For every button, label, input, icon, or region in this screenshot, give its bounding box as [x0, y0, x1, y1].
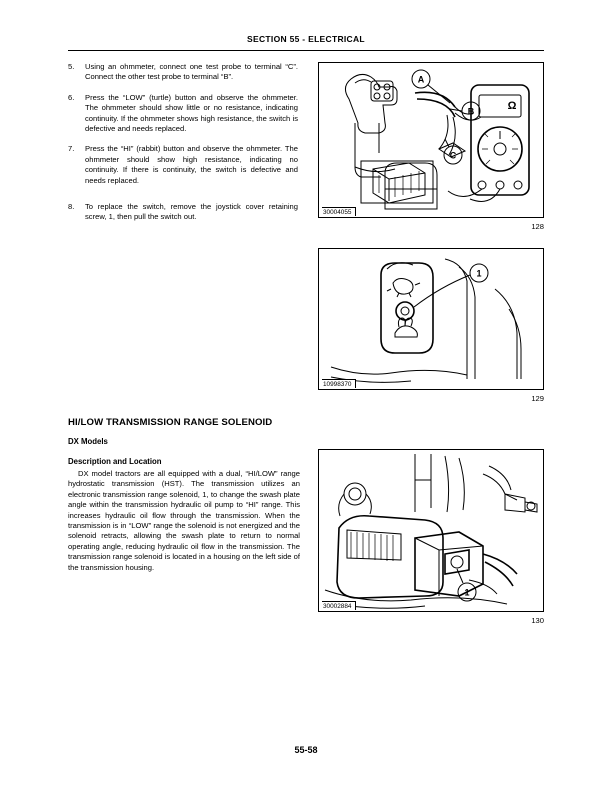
section-title: HI/LOW TRANSMISSION RANGE SOLENOID — [68, 417, 273, 428]
figure-129-code: 10998370 — [322, 379, 356, 388]
list-item — [68, 202, 298, 223]
page-header — [68, 34, 544, 44]
figure-128-number: 128 — [531, 222, 544, 231]
figure-130-illustration — [319, 450, 543, 611]
list-item — [68, 62, 298, 83]
figure-129-number: 129 — [531, 394, 544, 403]
callout-label-c: C — [449, 150, 457, 161]
figure-130-code: 30002884 — [322, 601, 356, 610]
svg-text:Ω: Ω — [507, 100, 517, 112]
step-number: 7. — [68, 144, 75, 154]
figure-129-illustration — [319, 249, 543, 389]
list-item — [68, 93, 298, 135]
callout-label-a: A — [417, 74, 425, 85]
figure-130 — [318, 449, 544, 612]
step-number: 8. — [68, 202, 75, 212]
description-text: DX model tractors are all equipped with a dual, “HI/LOW” range hydrostatic transmission (HST). The transmission utilizes an electronic transmission range solenoid, 1, to change the swash plate angle within the transmission hydraulic oil pump to “HI” range. This increases hydraulic oil flow through the transmission. When the transmission is in “LOW” range the solenoid is not energized and the solenoid retracts, allowing the swash plate to return to normal operating angle, reducing hydraulic oil flow in the transmission. The transmission range solenoid is located in a housing on the left side of the transmission housing. — [68, 469, 300, 572]
callout-label-b: B — [467, 106, 475, 117]
header-title: SECTION 55 - ELECTRICAL — [247, 34, 365, 44]
description-heading: Description and Location — [68, 457, 162, 466]
step-number: 5. — [68, 62, 75, 71]
figure-128-illustration — [319, 63, 543, 217]
callout-label-1: 1 — [464, 587, 470, 598]
list-item — [68, 144, 298, 186]
steps-list — [68, 62, 298, 233]
callout-label-1: 1 — [476, 268, 482, 279]
figure-129 — [318, 248, 544, 390]
figure-130-number: 130 — [531, 616, 544, 625]
step-text: Press the “LOW” (turtle) button and observe the ohmmeter. The ohmmeter should show little or no resistance, indicating continuity. If the ohmmeter shows high resistance, the switch is defective and needs replaced. — [85, 92, 298, 134]
figure-128 — [318, 62, 544, 218]
figure-128-code: 30004055 — [322, 207, 356, 216]
step-number: 6. — [68, 92, 75, 102]
page-footer: 55-58 — [294, 745, 318, 755]
header-rule — [68, 50, 544, 51]
section-subhead: DX Models — [68, 437, 108, 446]
step-text: Press the “HI” (rabbit) button and observe the ohmmeter. The ohmmeter should show high resistance, indicating no continuity. If there is continuity, the switch is defective and needs replaced. — [85, 144, 298, 185]
step-text: Using an ohmmeter, connect one test probe to terminal “C”. Connect the other test probe to terminal “B”. — [85, 62, 298, 82]
step-text: To replace the switch, remove the joystick cover retaining screw, 1, then pull the switch out. — [85, 202, 298, 222]
